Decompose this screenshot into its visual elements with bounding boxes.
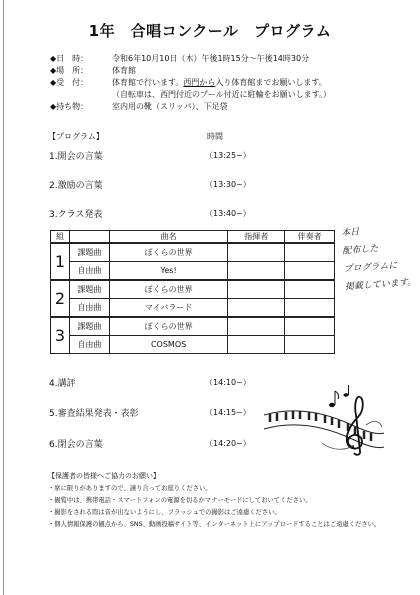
info-value: 体育館で行います。 [112,78,184,87]
program-heading: 【プログラム】 [48,132,104,141]
time-heading: 時間 [207,132,223,141]
info-value-underlined: 西門から [183,78,216,87]
header-accompanist: 伴奏者 [285,231,335,244]
class-table [50,230,335,354]
accompanist-cell [285,336,335,354]
class-number: 2 [51,280,70,317]
music-note-piano-illustration [262,385,387,457]
song-kind: 自由曲 [69,336,109,354]
note-line: 掲載しています。 [344,277,417,293]
program-item: 3.クラス発表 [49,210,103,220]
info-value: 室内用の靴（スリッパ）、下足袋 [112,102,228,111]
song-kind: 課題曲 [69,280,109,299]
info-bicycle-note [50,89,331,100]
notice-line: ・個人情報保護の観点から、SNS、動画投稿サイト等、インターネット上にアップロードすることはご遠慮ください。 [48,521,381,528]
table-row [51,243,335,262]
header-song: 曲名 [109,231,228,244]
music-note-icon [329,385,349,407]
program-item-time: （14:10~） [205,378,251,387]
program-item: 1.開会の言葉 [49,152,103,162]
table-row [51,317,335,336]
header-kind [69,231,109,244]
info-belongings [50,101,228,112]
note-line: プログラムに [343,260,398,275]
accompanist-cell [285,299,335,318]
conductor-cell [228,299,285,318]
program-item: 2.激励の言葉 [49,181,103,191]
note-line: 配布した [342,244,379,257]
notice-line: ・席に限りがありますので、譲り合ってお座りください。 [48,485,212,492]
program-item-time: （14:20~） [205,439,251,448]
notice-box [48,470,381,531]
accompanist-cell [285,243,335,262]
conductor-cell [228,262,285,281]
info-value: 体育館 [112,66,136,75]
conductor-cell [228,280,285,299]
song-title: ぼくらの世界 [109,280,228,299]
program-item-time: （13:30~） [205,180,251,189]
notice-line: ・観覧中は、携帯電話・スマートフォンの電源を切るかマナーモードにしておいてください。 [48,497,312,504]
song-title: マイバラード [109,299,228,318]
program-item-time: （13:40~） [205,209,251,218]
info-reception [50,77,327,88]
table-row [51,262,335,281]
handwritten-note [341,219,420,296]
info-label: ◆受 付： [50,78,89,87]
song-title: Yes! [109,262,228,281]
program-item: 4.講評 [49,379,76,389]
notice-line: ・撮影をされる際は音が出ないようにし、フラッシュでの撮影はご遠慮ください。 [48,509,281,516]
song-title: COSMOS [109,336,228,354]
accompanist-cell [285,280,335,299]
class-number: 3 [51,317,70,353]
accompanist-cell [285,317,335,336]
program-item: 6.閉会の言葉 [49,440,103,450]
class-number: 1 [51,243,70,280]
info-place [50,65,136,76]
page-title: 1年 合唱コンクール プログラム [88,22,332,40]
song-title: ぼくらの世界 [109,317,228,336]
table-header-row [51,231,335,244]
info-value: （自転車は、西門付近のプール付近に駐輪をお願いします。） [112,90,331,99]
song-kind: 課題曲 [69,243,109,262]
page-edge [3,0,4,595]
song-kind: 自由曲 [69,299,109,318]
table-row [51,280,335,299]
program-item-time: （13:25~） [205,151,251,160]
conductor-cell [228,336,285,354]
info-datetime [50,53,309,64]
info-label: ◆場 所： [50,66,89,75]
info-value: 令和6年10月10日（木）午後1時15分～午後14時30分 [112,54,310,63]
info-label: ◆持ち物： [50,102,89,111]
header-conductor: 指揮者 [228,231,285,244]
song-kind: 自由曲 [69,262,109,281]
program-item-time: （14:15~） [205,408,251,417]
info-label: ◆日 時： [50,54,89,63]
header-class: 組 [51,231,70,244]
table-row [51,336,335,354]
program-item: 5.審査結果発表・表彰 [49,409,139,419]
info-value: 入り体育館までお願いします。 [215,78,327,87]
conductor-cell [228,317,285,336]
accompanist-cell [285,262,335,281]
conductor-cell [228,243,285,262]
song-title: ぼくらの世界 [109,243,228,262]
piano-keys-icon [264,411,384,448]
notice-title: 【保護者の皆様へご協力のお願い】 [48,472,160,480]
note-line: 本日 [340,227,360,239]
table-row [51,299,335,318]
song-kind: 課題曲 [69,317,109,336]
